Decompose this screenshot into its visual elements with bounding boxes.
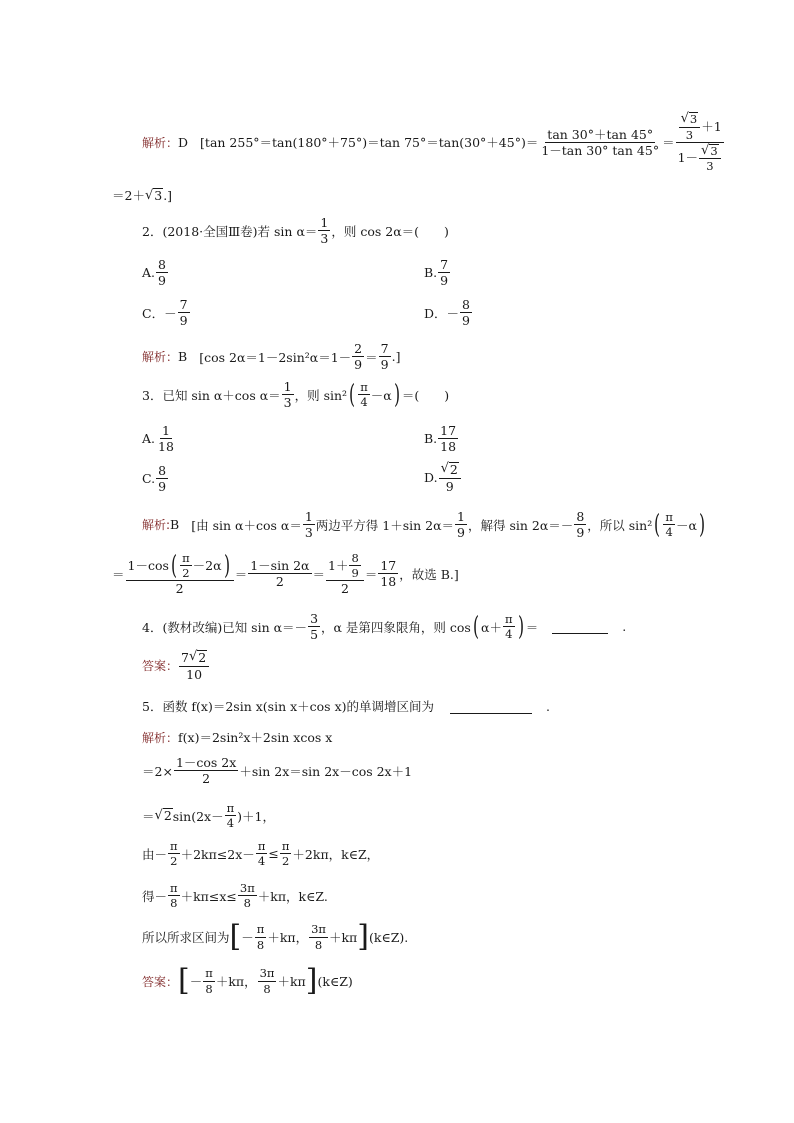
q5-analysis-line3: ＝ √ 2 sin(2x－ $\frac{\pi}{4}$ )＋1， (142, 801, 276, 831)
q3-option-a: A. $\frac{1}{18}$ (142, 423, 174, 455)
q3-analysis-line1: 解析: B [由 sin α＋cos α＝ $\frac{1}{3}$ 两边平方得 1＋sin 2α＝ $\frac{1}{9}$ ，解得 sin 2α＝－ $\frac{8}{9}$ ，所以 sin² ( $\frac{\pi}{4}$ －α ) (142, 509, 706, 541)
q3-analysis-line2: ＝ 1－cos ( $\frac{\pi}{2}$ －2α ) 2 ＝ $\frac{1-\sin 2\alpha}{2}$ ＝ 1＋ $\frac{8}{9}$ 2 ＝ $\frac{17}{18}$ ，故选 B.] (112, 550, 459, 597)
q1-analysis-text: [tan 255°＝tan(180°＋75°)＝tan 75°＝tan(30°＋45°)＝ (200, 135, 539, 151)
answer-label: 答案： (142, 974, 179, 989)
q2-option-b: B. $\frac{7}{9}$ (424, 257, 449, 289)
q4-answer: 答案： 7 √ 2 10 (142, 650, 210, 681)
q2-stem: 2．(2018·全国Ⅲ卷)若 sin α＝ $\frac{1}{3}$ ，则 cos 2α＝( ) (142, 215, 449, 247)
q2-analysis: 解析： B [cos 2α＝1－2sin²α＝1－ $\frac{2}{9}$ ＝ $\frac{7}{9}$ .] (142, 341, 401, 373)
q5-answer: 答案： [ － $\frac{\pi}{8}$ ＋kπ， $\frac{3\pi}{8}$ ＋kπ ] (k∈Z) (142, 963, 353, 998)
q3-option-d: D. √ 2 9 (424, 462, 462, 493)
q5-analysis-line6: 所以所求区间为 [ － $\frac{\pi}{8}$ ＋kπ， $\frac{3\pi}{8}$ ＋kπ ] (k∈Z). (142, 919, 409, 954)
sqrt: √ 3 (144, 187, 163, 203)
q1-analysis-line1: 解析： D [tan 255°＝tan(180°＋75°)＝tan 75°＝tan(30°＋45°)＝ $\frac{\tan 30^\circ+\tan 45^\circ}{1-\tan 30^\circ \tan 45^\circ}$ ＝ √ 3 3 ＋1 1－ √ 3 3 (142, 111, 722, 174)
nested-fraction: √ 3 3 ＋1 1－ √ 3 3 (677, 111, 722, 174)
q4-stem: 4．(教材改编)已知 sin α＝－ $\frac{3}{5}$ ，α 是第四象限角，则 cos ( α＋ $\frac{\pi}{4}$ ) ＝ . (142, 611, 627, 643)
analysis-label: 解析: (142, 518, 171, 533)
q1-answer-letter: D (178, 134, 189, 150)
answer-blank[interactable] (552, 619, 608, 634)
q5-analysis-line2: ＝2× $\frac{1-\cos 2x}{2}$ ＋sin 2x＝sin 2x－cos 2x＋1 (142, 755, 413, 787)
analysis-label: 解析： (142, 730, 179, 745)
q2-option-c: C．－ $\frac{7}{9}$ (142, 297, 188, 329)
q2-option-d: D．－ $\frac{8}{9}$ (424, 297, 470, 329)
q5-analysis-line4: 由－ $\frac{\pi}{2}$ ＋2kπ≤2x－ $\frac{\pi}{4}$ ≤ $\frac{\pi}{2}$ ＋2kπ，k∈Z， (142, 839, 380, 869)
q2-option-a: A. $\frac{8}{9}$ (142, 257, 166, 289)
q3-option-b: B. $\frac{17}{18}$ (424, 423, 457, 455)
q5-analysis-line1: 解析： f(x)＝2sin²x＋2sin xcos x (142, 730, 333, 745)
q5-stem: 5．函数 f(x)＝2sin x(sin x＋cos x)的单调增区间为 . (142, 698, 550, 714)
answer-label: 答案： (142, 658, 179, 673)
fraction: $\frac{\tan 30^\circ+\tan 45^\circ}{1-\tan 30^\circ \tan 45^\circ}$ (541, 126, 660, 158)
q5-analysis-line5: 得－ $\frac{\pi}{8}$ ＋kπ≤x≤ $\frac{3\pi}{8}$ ＋kπ，k∈Z. (142, 881, 328, 911)
q1-analysis-line2: ＝2＋ √ 3 .] (112, 187, 173, 203)
analysis-label: 解析： (142, 135, 179, 150)
q3-option-c: C. $\frac{8}{9}$ (142, 463, 167, 495)
q3-stem: 3．已知 sin α＋cos α＝ $\frac{1}{3}$ ，则 sin² ( $\frac{\pi}{4}$ －α ) ＝( ) (142, 379, 450, 411)
analysis-label: 解析： (142, 350, 179, 365)
answer-blank[interactable] (450, 699, 532, 714)
